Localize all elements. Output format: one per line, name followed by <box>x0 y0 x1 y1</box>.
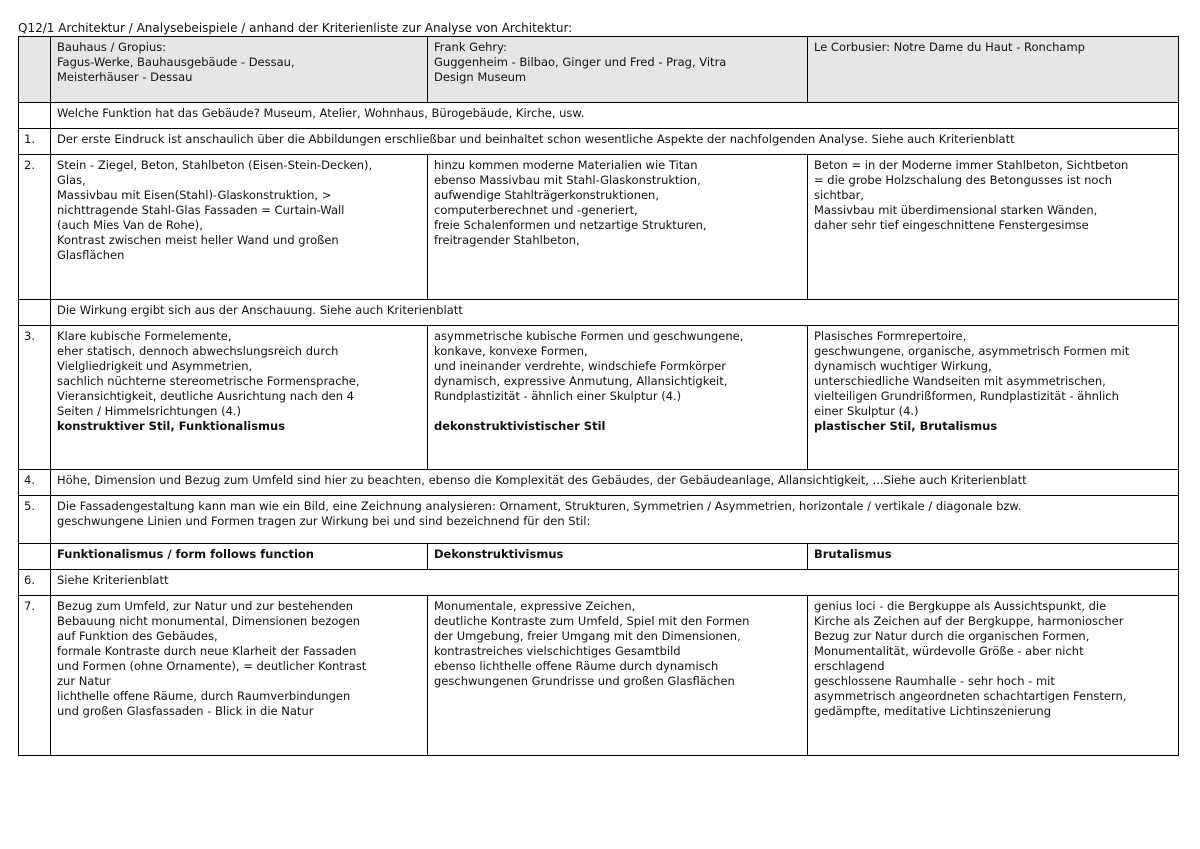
row-number: 3. <box>19 326 51 470</box>
text-line: daher sehr tief eingeschnittene Fenstergesimse <box>814 218 1089 232</box>
text-line: hinzu kommen moderne Materialien wie Titan <box>434 158 698 172</box>
function-row <box>19 103 1179 129</box>
row-6 <box>19 570 1179 596</box>
row-3-corbusier-cell <box>808 326 1179 470</box>
text-line: ebenso Massivbau mit Stahl-Glaskonstruktion, <box>434 173 701 187</box>
wirkung-row <box>19 300 1179 326</box>
text-line: dynamisch wuchtiger Wirkung, <box>814 359 992 373</box>
row-6-text: Siehe Kriterienblatt <box>51 570 1179 596</box>
header-bauhaus-line: Bauhaus / Gropius: <box>57 40 167 54</box>
text-line: sachlich nüchterne stereometrische Formensprache, <box>57 374 360 388</box>
text-line: asymmetrisch angeordneten schachtartigen Fenstern, <box>814 689 1127 703</box>
text-line: eher statisch, dennoch abwechslungsreich durch <box>57 344 339 358</box>
row-3-bauhaus-cell <box>51 326 428 470</box>
style-label: dekonstruktivistischer Stil <box>434 419 606 433</box>
text-line: Kontrast zwischen meist heller Wand und großen <box>57 233 339 247</box>
text-line: deutliche Kontraste zum Umfeld, Spiel mit den Formen <box>434 614 750 628</box>
text-line: (auch Mies Van de Rohe), <box>57 218 203 232</box>
text-line: Vielgliedrigkeit und Asymmetrien, <box>57 359 253 373</box>
text-line: Massivbau mit Eisen(Stahl)-Glaskonstruktion, > <box>57 188 332 202</box>
row-7-gehry-cell <box>428 596 808 756</box>
header-corbusier-line: Le Corbusier: Notre Dame du Haut - Ronchamp <box>814 40 1085 54</box>
text-line: auf Funktion des Gebäudes, <box>57 629 218 643</box>
text-line: geschwungene, organische, asymmetrisch Formen mit <box>814 344 1130 358</box>
header-gehry-line: Design Museum <box>434 70 527 84</box>
row-3 <box>19 326 1179 470</box>
text-line: dynamisch, expressive Anmutung, Allansichtigkeit, <box>434 374 728 388</box>
text-line: Beton = in der Moderne immer Stahlbeton, Sichtbeton <box>814 158 1129 172</box>
row-2 <box>19 155 1179 300</box>
text-line: Bebauung nicht monumental, Dimensionen bezogen <box>57 614 361 628</box>
function-number-cell <box>19 103 51 129</box>
text-line: einer Skulptur (4.) <box>814 404 919 418</box>
row-4 <box>19 470 1179 496</box>
text-line: Glasflächen <box>57 248 125 262</box>
text-line: lichthelle offene Räume, durch Raumverbindungen <box>57 689 351 703</box>
page-title: Q12/1 Architektur / Analysebeispiele / anhand der Kriterienliste zur Analyse von Architektur: <box>18 21 573 35</box>
text-line: Kirche als Zeichen auf der Bergkuppe, harmonioscher <box>814 614 1124 628</box>
text-line: vielteiligen Grundrißformen, Rundplastizität - ähnlich <box>814 389 1119 403</box>
text-line: geschwungenen Grundrisse und großen Glasflächen <box>434 674 735 688</box>
text-line: Stein - Ziegel, Beton, Stahlbeton (Eisen-Stein-Decken), <box>57 158 373 172</box>
text-line: ebenso lichthelle offene Räume durch dynamisch <box>434 659 719 673</box>
style-heading: Dekonstruktivismus <box>434 547 564 561</box>
row-number: 7. <box>19 596 51 756</box>
row-7-bauhaus-cell <box>51 596 428 756</box>
text-line: zur Natur <box>57 674 111 688</box>
text-line: geschlossene Raumhalle - sehr hoch - mit <box>814 674 1055 688</box>
text-line: Bezug zum Umfeld, zur Natur und zur bestehenden <box>57 599 354 613</box>
row-3-gehry-cell <box>428 326 808 470</box>
style-label: konstruktiver Stil, Funktionalismus <box>57 419 286 433</box>
header-corbusier-cell <box>808 37 1179 103</box>
text-line: formale Kontraste durch neue Klarheit der Fassaden <box>57 644 357 658</box>
text-line: aufwendige Stahlträgerkonstruktionen, <box>434 188 660 202</box>
row-number: 5. <box>19 496 51 544</box>
row-number: 6. <box>19 570 51 596</box>
header-gehry-line: Guggenheim - Bilbao, Ginger und Fred - Prag, Vitra <box>434 55 727 69</box>
text-line: Monumentale, expressive Zeichen, <box>434 599 636 613</box>
row-number: 1. <box>19 129 51 155</box>
text-line: unterschiedliche Wandseiten mit asymmetrischen, <box>814 374 1106 388</box>
text-line: und Formen (ohne Ornamente), = deutlicher Kontrast <box>57 659 367 673</box>
text-line: computerberechnet und -generiert, <box>434 203 638 217</box>
text-line: konkave, konvexe Formen, <box>434 344 588 358</box>
row-4-text: Höhe, Dimension und Bezug zum Umfeld sind hier zu beachten, ebenso die Komplexität des Gebäudes, der Gebäudeanlage, Allansichtigkeit, ...Siehe auch Kriterienblatt <box>51 470 1179 496</box>
row-5-cell <box>51 496 1179 544</box>
row-7 <box>19 596 1179 756</box>
text-line: Vieransichtigkeit, deutliche Ausrichtung nach den 4 <box>57 389 354 403</box>
row-7-corbusier-cell <box>808 596 1179 756</box>
text-line: Plasisches Formrepertoire, <box>814 329 967 343</box>
text-line: und großen Glasfassaden - Blick in die Natur <box>57 704 314 718</box>
style-dekonstruktivismus <box>428 544 808 570</box>
text-line: Klare kubische Formelemente, <box>57 329 232 343</box>
row-2-gehry-cell <box>428 155 808 300</box>
text-line: freitragender Stahlbeton, <box>434 233 580 247</box>
row-2-corbusier-cell <box>808 155 1179 300</box>
text-line: Die Fassadengestaltung kann man wie ein Bild, eine Zeichnung analysieren: Ornament, Strukturen, Symmetrien / Asymmetrien, horizontale / vertikale / diagonale bzw. <box>57 499 1022 513</box>
style-heading: Funktionalismus / form follows function <box>57 547 314 561</box>
text-line: sichtbar, <box>814 188 865 202</box>
text-line: Massivbau mit überdimensional starken Wänden, <box>814 203 1098 217</box>
text-line: gedämpfte, meditative Lichtinszenierung <box>814 704 1052 718</box>
text-line: freie Schalenformen und netzartige Strukturen, <box>434 218 707 232</box>
text-line: Rundplastizität - ähnlich einer Skulptur (4.) <box>434 389 682 403</box>
header-bauhaus-line: Fagus-Werke, Bauhausgebäude - Dessau, <box>57 55 295 69</box>
style-row <box>19 544 1179 570</box>
text-line: Glas, <box>57 173 86 187</box>
style-label: plastischer Stil, Brutalismus <box>814 419 998 433</box>
text-line: Monumentalität, würdevolle Größe - aber nicht <box>814 644 1084 658</box>
wirkung-number-cell <box>19 300 51 326</box>
analysis-table <box>18 36 1179 756</box>
header-bauhaus-line: Meisterhäuser - Dessau <box>57 70 193 84</box>
text-line: genius loci - die Bergkuppe als Aussichtspunkt, die <box>814 599 1107 613</box>
style-funktionalismus <box>51 544 428 570</box>
spacer-line <box>434 404 802 419</box>
text-line: asymmetrische kubische Formen und geschwungene, <box>434 329 744 343</box>
text-line: der Umgebung, freier Umgang mit den Dimensionen, <box>434 629 741 643</box>
row-1 <box>19 129 1179 155</box>
header-row <box>19 37 1179 103</box>
style-heading: Brutalismus <box>814 547 892 561</box>
text-line: geschwungene Linien und Formen tragen zur Wirkung bei und sind bezeichnend für den Stil: <box>57 514 591 528</box>
row-2-bauhaus-cell <box>51 155 428 300</box>
style-brutalismus <box>808 544 1179 570</box>
text-line: nichttragende Stahl-Glas Fassaden = Curtain-Wall <box>57 203 345 217</box>
text-line: kontrastreiches vielschichtiges Gesamtbild <box>434 644 681 658</box>
style-number-cell <box>19 544 51 570</box>
text-line: = die grobe Holzschalung des Betongusses ist noch <box>814 173 1113 187</box>
header-bauhaus-cell <box>51 37 428 103</box>
text-line: und ineinander verdrehte, windschiefe Formkörper <box>434 359 727 373</box>
wirkung-text: Die Wirkung ergibt sich aus der Anschauung. Siehe auch Kriterienblatt <box>51 300 1179 326</box>
header-number-cell <box>19 37 51 103</box>
row-number: 2. <box>19 155 51 300</box>
text-line: Bezug zur Natur durch die organischen Formen, <box>814 629 1090 643</box>
header-gehry-line: Frank Gehry: <box>434 40 508 54</box>
row-1-text: Der erste Eindruck ist anschaulich über die Abbildungen erschließbar und beinhaltet schon wesentliche Aspekte der nachfolgenden Analyse. Siehe auch Kriterienblatt <box>51 129 1179 155</box>
row-5 <box>19 496 1179 544</box>
function-text: Welche Funktion hat das Gebäude? Museum, Atelier, Wohnhaus, Bürogebäude, Kirche, usw. <box>51 103 1179 129</box>
row-number: 4. <box>19 470 51 496</box>
text-line: Seiten / Himmelsrichtungen (4.) <box>57 404 242 418</box>
text-line: erschlagend <box>814 659 885 673</box>
header-gehry-cell <box>428 37 808 103</box>
